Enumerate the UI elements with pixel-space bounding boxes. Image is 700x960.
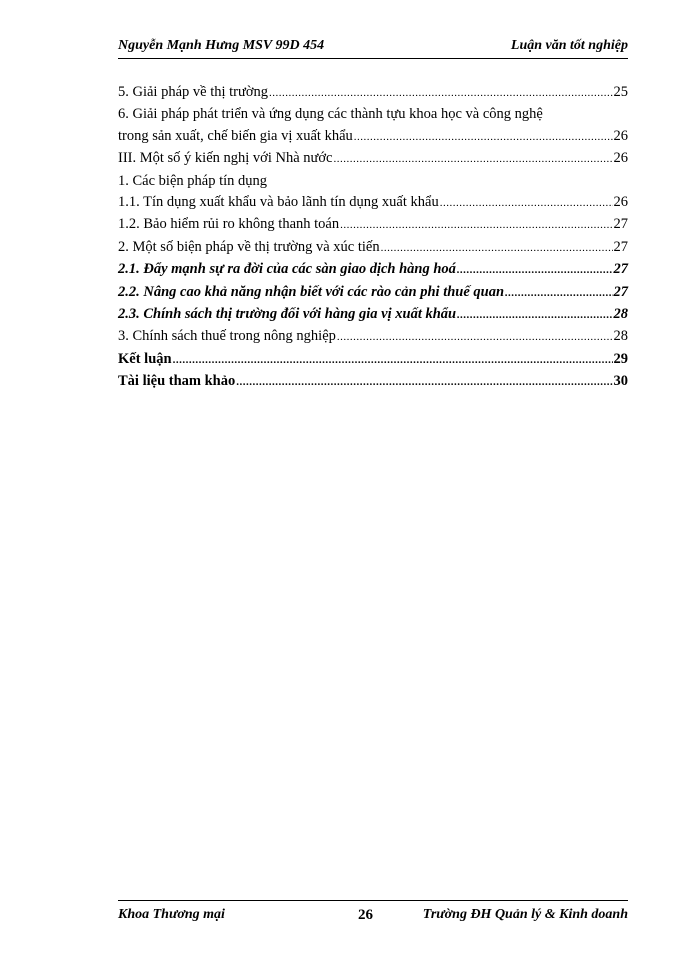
footer-page-number: 26 [358,907,373,923]
toc-entry-page: 26 [613,150,628,167]
toc-entry-page: 25 [613,84,628,100]
toc-entry-page: 28 [613,306,628,323]
toc-entry-page: 29 [613,350,628,367]
footer-university: Trường ĐH Quản lý & Kinh doanh [422,907,628,922]
toc-leader-dots [354,127,613,148]
toc-entry-title: 3. Chính sách thuế trong nông nghiệp [118,328,336,345]
toc-entry [118,171,628,192]
toc-entry [118,371,628,393]
toc-entry-title-line1: 6. Giải pháp phát triển và ứng dụng các thành tựu khoa học và công nghệ [118,106,543,123]
header-author: Nguyễn Mạnh Hưng MSV 99D 454 [118,38,325,53]
header-document-type: Luận văn tốt nghiệp [510,38,628,53]
toc-leader-dots [173,350,613,371]
toc-entry-page: 27 [613,283,628,300]
toc-leader-dots [440,193,613,214]
footer-faculty: Khoa Thương mại [118,907,225,922]
toc-entry-title: 1.1. Tín dụng xuất khẩu và bảo lãnh tín dụng xuất khẩu [118,194,439,211]
toc-entry [118,349,628,371]
toc-leader-dots [505,283,612,304]
toc-entry-line1 [118,104,628,125]
toc-entry-title: trong sản xuất, chế biến gia vị xuất khẩu [118,127,353,144]
toc-leader-dots [269,83,612,104]
toc-entry-title: 1.2. Bảo hiểm rủi ro không thanh toán [118,216,340,233]
toc-entry-title: 2. Một số biện pháp về thị trường và xúc tiến [118,238,380,255]
toc-entry [118,148,628,170]
toc-entry [118,304,628,326]
toc-entry [118,214,628,236]
toc-entry-title: 5. Giải pháp về thị trường [118,84,269,100]
toc-leader-dots [457,260,613,281]
toc-entry [118,326,628,348]
toc-entry-page: 30 [613,373,628,390]
toc-entry-title: Tài liệu tham khảo [118,373,236,390]
toc-leader-dots [337,327,613,348]
toc-entry [118,192,628,214]
toc-entry-title: 2.1. Đẩy mạnh sự ra đời của các sàn giao dịch hàng hoá [118,261,456,278]
page-header [118,36,628,59]
toc-leader-dots [333,149,612,170]
toc-entry [118,126,628,148]
toc-leader-dots [340,215,612,236]
toc-entry-title: 2.3. Chính sách thị trường đối với hàng gia vị xuất khẩu [118,306,457,323]
toc-entry-page: 27 [613,261,628,278]
toc-entry-page: 27 [613,238,628,255]
table-of-contents [118,82,628,394]
toc-entry [118,259,628,281]
toc-entry-page: 26 [613,127,628,144]
toc-entry-title: III. Một số ý kiến nghị với Nhà nước [118,150,333,167]
toc-entry [118,237,628,259]
toc-entry-title: 2.2. Nâng cao khả năng nhận biết với các rào cản phi thuế quan [118,283,505,300]
toc-leader-dots [457,305,612,326]
page-footer [118,900,628,925]
toc-entry-title: Kết luận [118,350,172,367]
toc-entry-page: 27 [613,216,628,233]
toc-entry-page: 26 [613,194,628,211]
toc-entry [118,282,628,304]
toc-entry [118,82,628,104]
toc-leader-dots [381,238,613,259]
toc-leader-dots [236,372,612,393]
toc-entry-title: 1. Các biện pháp tín dụng [118,172,268,189]
toc-entry-page: 28 [613,328,628,345]
